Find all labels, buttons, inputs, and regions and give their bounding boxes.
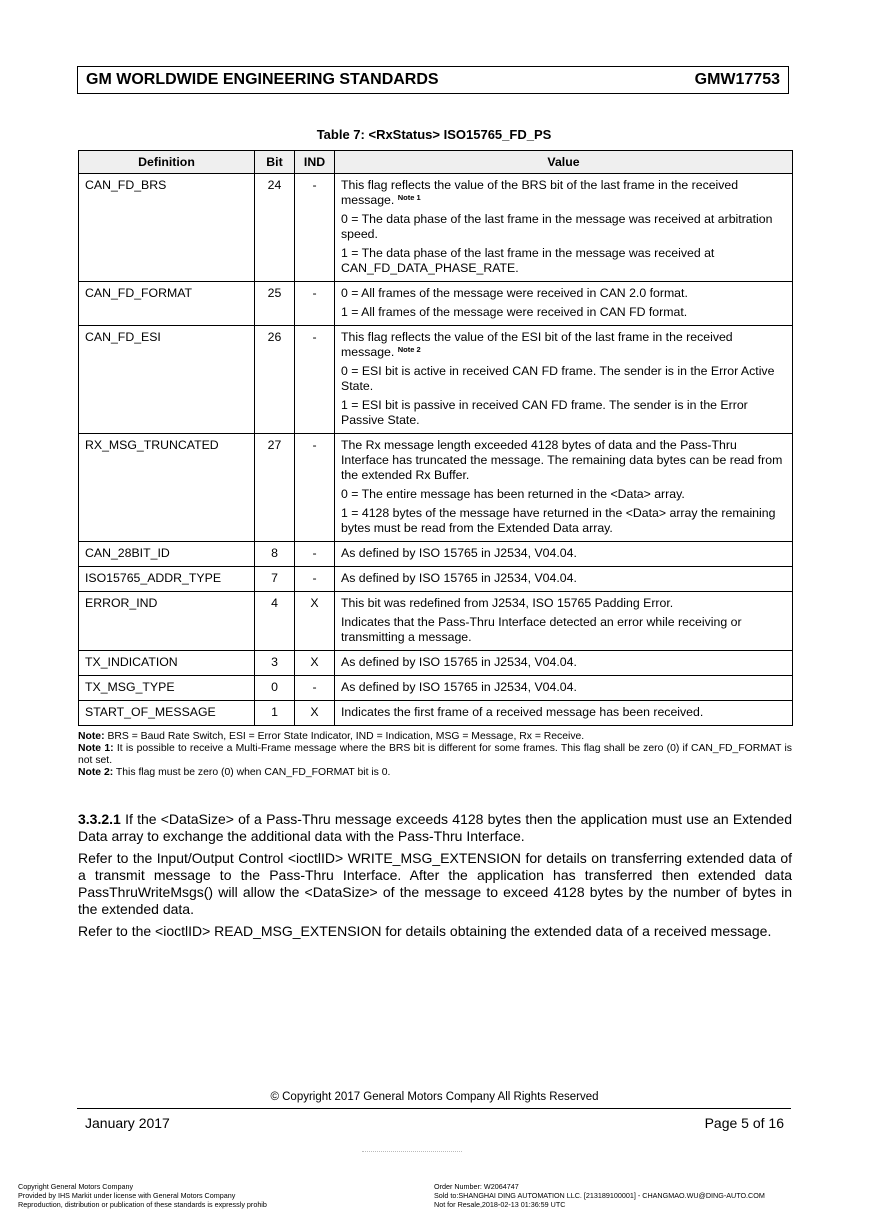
bit-cell: 4 (255, 592, 295, 651)
value-text: 0 = The entire message has been returned in the <Data> array. (341, 487, 685, 501)
rxstatus-table (78, 150, 793, 726)
value-text: 1 = All frames of the message were received in CAN FD format. (341, 305, 688, 319)
bit-cell: 25 (255, 282, 295, 326)
ind-cell: - (295, 567, 335, 592)
definition-cell: CAN_FD_FORMAT (79, 282, 255, 326)
value-text: As defined by ISO 15765 in J2534, V04.04. (341, 655, 577, 669)
table-row (79, 592, 793, 651)
value-cell (335, 434, 793, 542)
column-header-ind: IND (295, 151, 335, 174)
ind-cell: - (295, 174, 335, 282)
definition-cell: TX_INDICATION (79, 651, 255, 676)
definition-cell: RX_MSG_TRUNCATED (79, 434, 255, 542)
bit-cell: 0 (255, 676, 295, 701)
value-cell (335, 326, 793, 434)
note-label: Note: (78, 731, 105, 742)
note-reference: Note 1 (397, 193, 421, 202)
ind-cell: X (295, 592, 335, 651)
table-row (79, 174, 793, 282)
note-text: It is possible to receive a Multi-Frame message where the BRS bit is different for some frames. This flag shall be zero (0) if CAN_FD_FORMAT is not set. (78, 743, 792, 766)
section-body (78, 811, 792, 945)
license-line: Not for Resale,2018-02-13 01:36:59 UTC (434, 1200, 566, 1209)
value-cell (335, 174, 793, 282)
table-row (79, 567, 793, 592)
bit-cell: 7 (255, 567, 295, 592)
value-text: This flag reflects the value of the ESI bit of the last frame in the received message. (341, 330, 733, 359)
value-text: As defined by ISO 15765 in J2534, V04.04. (341, 680, 577, 694)
ind-cell: X (295, 651, 335, 676)
bit-cell: 3 (255, 651, 295, 676)
table-row (79, 282, 793, 326)
bit-cell: 26 (255, 326, 295, 434)
definition-cell: START_OF_MESSAGE (79, 701, 255, 726)
ind-cell: - (295, 326, 335, 434)
value-cell (335, 676, 793, 701)
value-text: 1 = ESI bit is passive in received CAN FD frame. The sender is in the Error Passive State. (341, 398, 748, 427)
table-row (79, 326, 793, 434)
bit-cell: 27 (255, 434, 295, 542)
ind-cell: - (295, 282, 335, 326)
body-paragraph (78, 811, 792, 845)
ind-cell: X (295, 701, 335, 726)
value-text: As defined by ISO 15765 in J2534, V04.04. (341, 546, 577, 560)
definition-cell: ERROR_IND (79, 592, 255, 651)
definition-cell: TX_MSG_TYPE (79, 676, 255, 701)
ind-cell: - (295, 542, 335, 567)
note-reference: Note 2 (397, 345, 421, 354)
body-paragraph: Refer to the Input/Output Control <ioctlID> WRITE_MSG_EXTENSION for details on transferring extended data of a transmit message to the Pass-Thru Interface. After the application has transferred then extended data PassThruWriteMsgs() will allow the <DataSize> of the message to exceed 4128 bytes by the number of bytes in the extended data. (78, 850, 792, 917)
bit-cell: 24 (255, 174, 295, 282)
paragraph-text: If the <DataSize> of a Pass-Thru message exceeds 4128 bytes then the application must use an Extended Data array to exchange the additional data with the Pass-Thru Interface. (78, 811, 793, 844)
definition-cell: CAN_28BIT_ID (79, 542, 255, 567)
table-row (79, 651, 793, 676)
value-cell (335, 651, 793, 676)
license-info-left (18, 1182, 267, 1209)
table-notes (78, 731, 792, 779)
note-line (78, 731, 792, 743)
license-line: Order Number: W2064747 (434, 1182, 519, 1191)
ind-cell: - (295, 676, 335, 701)
column-header-value: Value (335, 151, 793, 174)
value-text: 1 = 4128 bytes of the message have returned in the <Data> array the remaining bytes must be read from the Extended Data array. (341, 506, 776, 535)
value-text: The Rx message length exceeded 4128 bytes of data and the Pass-Thru Interface has truncated the message. The remaining data bytes can be read from the extended Rx Buffer. (341, 438, 783, 482)
table-row (79, 701, 793, 726)
footer-date: January 2017 (85, 1115, 170, 1131)
license-line: Sold to:SHANGHAI DING AUTOMATION LLC. [213189100001] - CHANGMAO.WU@DING-AUTO.COM (434, 1191, 765, 1200)
footer-divider (77, 1108, 791, 1109)
table-header-row (79, 151, 793, 174)
column-header-definition: Definition (79, 151, 255, 174)
value-cell (335, 282, 793, 326)
value-text: As defined by ISO 15765 in J2534, V04.04. (341, 571, 577, 585)
value-text: Indicates that the Pass-Thru Interface detected an error while receiving or transmitting a message. (341, 615, 742, 644)
ind-cell: - (295, 434, 335, 542)
header-title: GM WORLDWIDE ENGINEERING STANDARDS (86, 71, 439, 88)
value-cell (335, 701, 793, 726)
license-line: Reproduction, distribution or publication of these standards is expressly prohib (18, 1200, 267, 1209)
value-text: 0 = All frames of the message were received in CAN 2.0 format. (341, 286, 688, 300)
bit-cell: 1 (255, 701, 295, 726)
value-text: This bit was redefined from J2534, ISO 15765 Padding Error. (341, 596, 674, 610)
bit-cell: 8 (255, 542, 295, 567)
value-text: This flag reflects the value of the BRS bit of the last frame in the received message. (341, 178, 739, 207)
note-line (78, 743, 792, 767)
license-line: Provided by IHS Markit under license with General Motors Company (18, 1191, 236, 1200)
definition-cell: CAN_FD_ESI (79, 326, 255, 434)
value-cell (335, 567, 793, 592)
document-number: GMW17753 (694, 71, 780, 88)
note-text: This flag must be zero (0) when CAN_FD_FORMAT bit is 0. (115, 767, 391, 778)
column-header-bit: Bit (255, 151, 295, 174)
document-header (77, 66, 789, 94)
definition-cell: ISO15765_ADDR_TYPE (79, 567, 255, 592)
dotted-mark (362, 1151, 462, 1156)
value-cell (335, 592, 793, 651)
license-line: Copyright General Motors Company (18, 1182, 134, 1191)
body-paragraph: Refer to the <ioctlID> READ_MSG_EXTENSION for details obtaining the extended data of a received message. (78, 923, 772, 939)
table-row (79, 542, 793, 567)
value-text: Indicates the first frame of a received message has been received. (341, 705, 704, 719)
license-info-right (434, 1182, 765, 1209)
note-text: BRS = Baud Rate Switch, ESI = Error State Indicator, IND = Indication, MSG = Message, Rx = Receive. (107, 731, 585, 742)
value-text: 1 = The data phase of the last frame in the message was received at CAN_FD_DATA_PHASE_RATE. (341, 246, 715, 275)
value-cell (335, 542, 793, 567)
value-text: 0 = ESI bit is active in received CAN FD frame. The sender is in the Error Active State. (341, 364, 775, 393)
value-text: 0 = The data phase of the last frame in the message was received at arbitration speed. (341, 212, 773, 241)
note-label: Note 2: (78, 767, 114, 778)
table-row (79, 676, 793, 701)
note-line (78, 767, 792, 779)
page-number: Page 5 of 16 (704, 1115, 784, 1131)
copyright-notice: © Copyright 2017 General Motors Company All Rights Reserved (270, 1091, 599, 1103)
definition-cell: CAN_FD_BRS (79, 174, 255, 282)
section-number: 3.3.2.1 (78, 811, 121, 827)
table-title: Table 7: <RxStatus> ISO15765_FD_PS (316, 127, 552, 142)
table-row (79, 434, 793, 542)
note-label: Note 1: (78, 743, 114, 754)
